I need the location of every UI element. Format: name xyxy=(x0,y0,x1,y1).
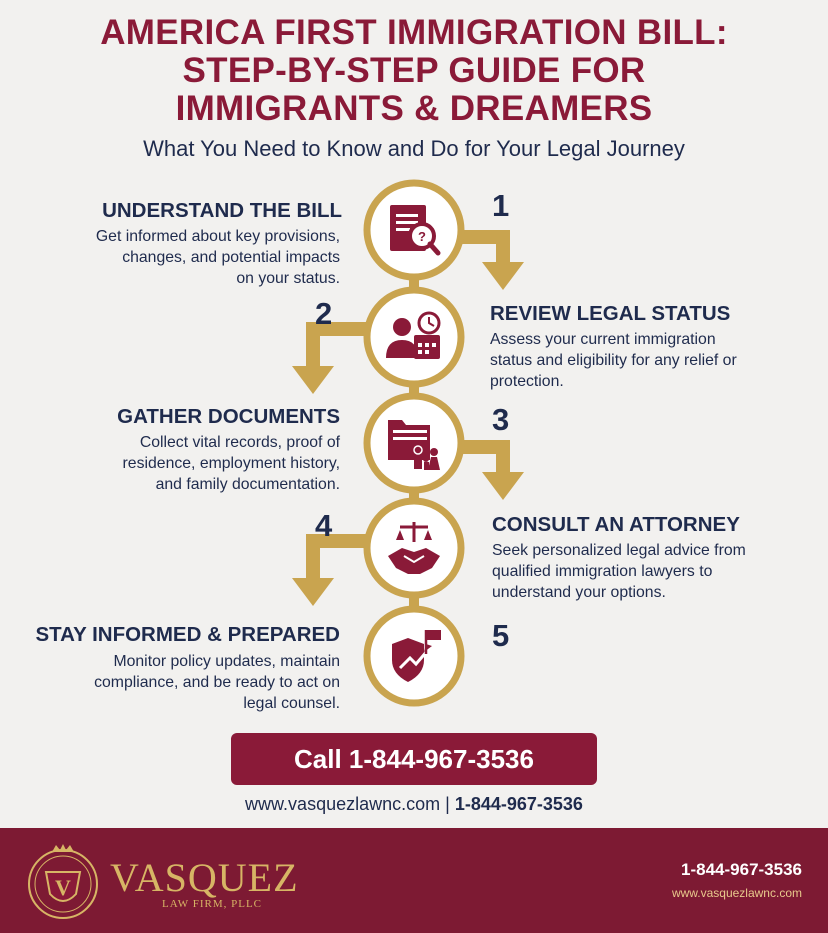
step-2-text xyxy=(490,329,810,392)
contact-line xyxy=(0,794,828,815)
page-subtitle: What You Need to Know and Do for Your Legal Journey xyxy=(143,136,685,161)
step-4-text-line: qualified immigration lawyers to xyxy=(492,563,713,580)
step-2-text-line: status and eligibility for any relief or xyxy=(490,352,737,369)
step-3-text xyxy=(20,432,340,495)
step-3-text-line: and family documentation. xyxy=(155,476,340,493)
step-1-text xyxy=(20,226,340,289)
arrow-step-1 xyxy=(462,230,524,290)
arrow-step-4 xyxy=(292,534,366,606)
step-1-text-line: changes, and potential impacts xyxy=(122,249,340,266)
footer-phone[interactable]: 1-844-967-3536 xyxy=(681,860,802,879)
step-2-circle xyxy=(367,290,461,384)
step-5-text xyxy=(20,651,340,714)
step-1-text-line: Get informed about key provisions, xyxy=(95,228,340,245)
step-4-number: 4 xyxy=(315,508,333,543)
title-line-2: STEP-BY-STEP GUIDE FOR xyxy=(182,51,646,90)
title-line-1: AMERICA FIRST IMMIGRATION BILL: xyxy=(100,13,728,52)
footer xyxy=(0,828,828,933)
phone-link[interactable]: 1-844-967-3536 xyxy=(454,794,583,814)
step-1-text-line: on your status. xyxy=(236,270,340,287)
step-4-circle xyxy=(367,501,461,595)
step-4-text xyxy=(492,540,812,603)
title-line-3: IMMIGRANTS & DREAMERS xyxy=(175,89,653,128)
step-3-number: 3 xyxy=(492,402,510,437)
svg-text:?: ? xyxy=(418,229,426,244)
step-2-number: 2 xyxy=(315,296,333,331)
step-5-text-line: compliance, and be ready to act on xyxy=(94,674,340,691)
website-link[interactable]: www.vasquezlawnc.com xyxy=(245,794,441,814)
step-5-circle xyxy=(367,609,461,703)
step-3-circle xyxy=(367,396,461,490)
step-2-title: REVIEW LEGAL STATUS xyxy=(490,302,731,325)
step-5-number: 5 xyxy=(492,618,510,653)
svg-text:V: V xyxy=(55,875,71,900)
step-3-text-line: Collect vital records, proof of xyxy=(139,434,340,451)
step-1-number: 1 xyxy=(492,188,510,223)
step-1-circle xyxy=(367,183,461,277)
step-5-text-line: legal counsel. xyxy=(243,695,340,712)
brand-subtitle: LAW FIRM, PLLC xyxy=(162,898,263,910)
step-4-title: CONSULT AN ATTORNEY xyxy=(492,513,740,536)
contact-separator: | xyxy=(445,794,450,814)
brand-name: VASQUEZ xyxy=(110,855,299,900)
step-5-text-line: Monitor policy updates, maintain xyxy=(113,653,340,670)
law-firm-logo-icon xyxy=(22,842,104,922)
step-2-text-line: Assess your current immigration xyxy=(490,331,716,348)
call-button[interactable]: Call 1-844-967-3536 xyxy=(231,733,597,785)
arrow-step-3 xyxy=(462,440,524,500)
footer-website[interactable]: www.vasquezlawnc.com xyxy=(671,886,802,900)
step-2-text-line: protection. xyxy=(490,373,564,390)
step-4-text-line: understand your options. xyxy=(492,584,666,601)
step-4-text-line: Seek personalized legal advice from xyxy=(492,542,746,559)
step-3-title: GATHER DOCUMENTS xyxy=(117,405,340,428)
step-3-text-line: residence, employment history, xyxy=(122,455,340,472)
step-1-title: UNDERSTAND THE BILL xyxy=(102,199,342,222)
arrow-step-2 xyxy=(292,322,366,394)
step-5-title: STAY INFORMED & PREPARED xyxy=(35,623,340,646)
